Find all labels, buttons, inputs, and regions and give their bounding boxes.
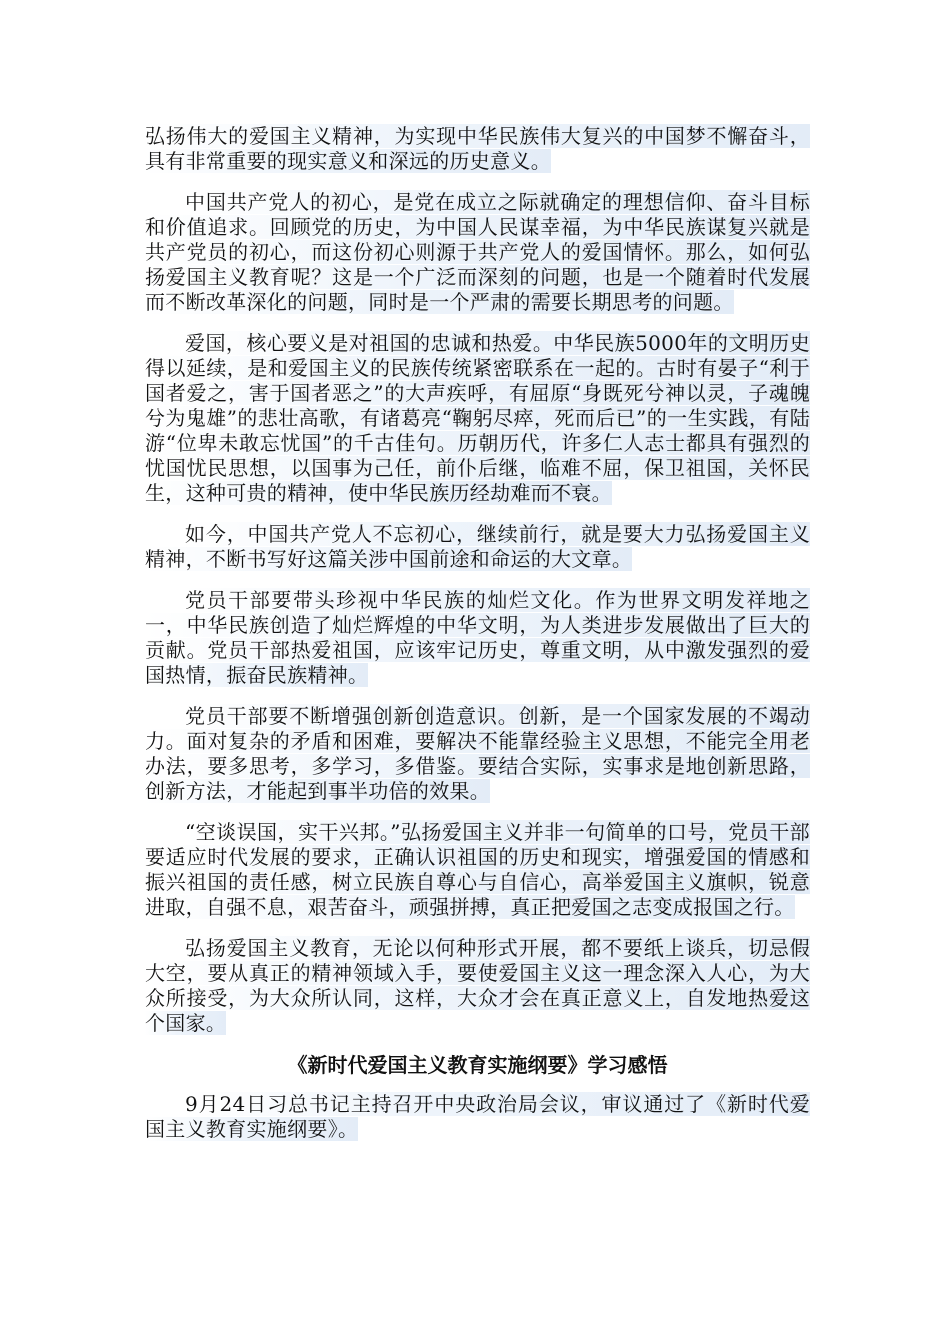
paragraph [145, 331, 810, 506]
paragraph [145, 704, 810, 804]
paragraph [145, 820, 810, 920]
paragraph [145, 588, 810, 688]
paragraph-text: 弘扬伟大的爱国主义精神，为实现中华民族伟大复兴的中国梦不懈奋斗，具有非常重要的现实意义和深远的历史意义。 [145, 124, 810, 173]
section-title: 《新时代爱国主义教育实施纲要》学习感悟 [287, 1053, 668, 1077]
paragraph-text: 弘扬爱国主义教育，无论以何种形式开展，都不要纸上谈兵，切忌假大空，要从真正的精神领域入手，要使爱国主义这一理念深入人心，为大众所接受，为大众所认同，这样，大众才会在真正意义上，自发地热爱这个国家。 [145, 936, 810, 1035]
paragraph-text: 中国共产党人的初心，是党在成立之际就确定的理想信仰、奋斗目标和价值追求。回顾党的历史，为中国人民谋幸福，为中华民族谋复兴就是共产党员的初心，而这份初心则源于共产党人的爱国情怀。那么，如何弘扬爱国主义教育呢？这是一个广泛而深刻的问题，也是一个随着时代发展而不断改革深化的问题，同时是一个严肃的需要长期思考的问题。 [145, 190, 810, 314]
document-body [145, 124, 810, 1158]
paragraph-text: 党员干部要不断增强创新创造意识。创新，是一个国家发展的不竭动力。面对复杂的矛盾和困难，要解决不能靠经验主义思想，不能完全用老办法，要多思考，多学习，多借鉴。要结合实际，实事求是地创新思路，创新方法，才能起到事半功倍的效果。 [145, 704, 810, 803]
paragraph-text: 爱国，核心要义是对祖国的忠诚和热爱。中华民族5000年的文明历史得以延续，是和爱国主义的民族传统紧密联系在一起的。古时有晏子“利于国者爱之，害于国者恶之”的大声疾呼，有屈原“身既死兮神以灵，子魂魄兮为鬼雄”的悲壮高歌，有诸葛亮“鞠躬尽瘁，死而后已”的一生实践，有陆游“位卑未敢忘忧国”的千古佳句。历朝历代，许多仁人志士都具有强烈的忧国忧民思想，以国事为己任，前仆后继，临难不屈，保卫祖国，关怀民生，这种可贵的精神，使中华民族历经劫难而不衰。 [145, 331, 810, 505]
paragraph [145, 124, 810, 174]
paragraph [145, 190, 810, 315]
paragraph-text: “空谈误国，实干兴邦。”弘扬爱国主义并非一句简单的口号，党员干部要适应时代发展的要求，正确认识祖国的历史和现实，增强爱国的情感和振兴祖国的责任感，树立民族自尊心与自信心，高举爱国主义旗帜，锐意进取，自强不息，艰苦奋斗，顽强拼搏，真正把爱国之志变成报国之行。 [145, 820, 810, 919]
paragraph [145, 1092, 810, 1142]
paragraph-text: 如今，中国共产党人不忘初心，继续前行，就是要大力弘扬爱国主义精神，不断书写好这篇关涉中国前途和命运的大文章。 [145, 522, 810, 571]
paragraph-text: 党员干部要带头珍视中华民族的灿烂文化。作为世界文明发祥地之一，中华民族创造了灿烂辉煌的中华文明，为人类进步发展做出了巨大的贡献。党员干部热爱祖国，应该牢记历史，尊重文明，从中激发强烈的爱国热情，振奋民族精神。 [145, 588, 810, 687]
paragraph-text: 9月24日习总书记主持召开中央政治局会议，审议通过了《新时代爱国主义教育实施纲要》。 [145, 1092, 810, 1141]
paragraph [145, 936, 810, 1036]
paragraph [145, 522, 810, 572]
